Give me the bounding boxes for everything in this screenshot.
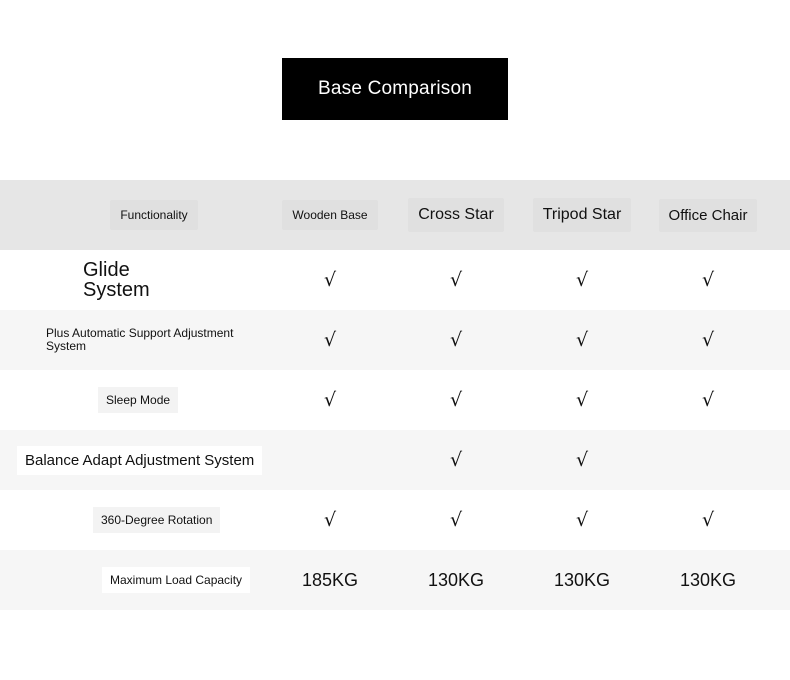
office-value [648,490,768,550]
check-icon: √ [575,329,589,351]
cross-value [396,370,516,430]
check-icon: √ [323,389,337,411]
page-title [282,58,508,120]
wooden-value [270,430,390,490]
tripod-value [522,310,642,370]
check-icon: √ [323,509,337,531]
cross-value [396,550,516,610]
office-value [648,250,768,310]
office-value [648,430,768,490]
table-row [0,490,790,550]
table-row [0,550,790,610]
feature-cell [20,310,288,370]
office-value [648,370,768,430]
wooden-value [270,310,390,370]
feature-label: Sleep Mode [98,387,178,413]
table-header-row [0,180,790,250]
check-icon: √ [449,449,463,471]
check-icon: √ [449,269,463,291]
table-row [0,370,790,430]
tripod-value [522,250,642,310]
feature-label [67,260,213,300]
feature-label: Balance Adapt Adjustment System [17,446,262,475]
cross-value [396,490,516,550]
table-row [0,310,790,370]
wooden-value [270,490,390,550]
tripod-value [522,370,642,430]
header-cross-star [396,180,516,250]
tripod-value [522,430,642,490]
feature-cell [20,250,288,310]
wooden-value [270,250,390,310]
check-icon: √ [701,509,715,531]
check-icon: √ [323,269,337,291]
header-wooden-base-label: Wooden Base [282,200,377,230]
header-office-chair-label: Office Chair [659,199,758,232]
wooden-value [270,370,390,430]
check-icon: √ [701,389,715,411]
load-capacity-value: 185KG [301,569,359,590]
check-icon: √ [701,269,715,291]
wooden-value [270,550,390,610]
header-cross-star-label: Cross Star [408,198,504,232]
header-functionality [20,180,288,250]
feature-label: Maximum Load Capacity [102,567,250,593]
check-icon: √ [575,269,589,291]
feature-label-line: Glide [83,259,130,281]
check-icon: √ [323,329,337,351]
table-row [0,250,790,310]
check-icon: √ [449,509,463,531]
header-office-chair [648,180,768,250]
feature-cell [20,490,288,550]
check-icon: √ [701,329,715,351]
table-row [0,430,790,490]
check-icon: √ [449,389,463,411]
load-capacity-value: 130KG [427,569,485,590]
office-value [648,550,768,610]
check-icon: √ [575,509,589,531]
feature-cell [20,550,288,610]
tripod-value [522,490,642,550]
feature-label-line: System [83,279,150,301]
comparison-table [0,180,790,610]
office-value [648,310,768,370]
header-tripod-star-label: Tripod Star [533,198,632,232]
load-capacity-value: 130KG [553,569,611,590]
feature-label: 360-Degree Rotation [93,507,220,533]
feature-label: Plus Automatic Support Adjustment System [46,326,234,353]
check-icon: √ [449,329,463,351]
cross-value [396,250,516,310]
header-functionality-label: Functionality [110,200,197,230]
page-title-text: Base Comparison [317,78,473,99]
load-capacity-value: 130KG [679,569,737,590]
feature-cell [20,370,288,430]
tripod-value [522,550,642,610]
cross-value [396,430,516,490]
header-wooden-base [270,180,390,250]
header-tripod-star [522,180,642,250]
cross-value [396,310,516,370]
check-icon: √ [575,449,589,471]
check-icon: √ [575,389,589,411]
feature-cell [20,430,288,490]
